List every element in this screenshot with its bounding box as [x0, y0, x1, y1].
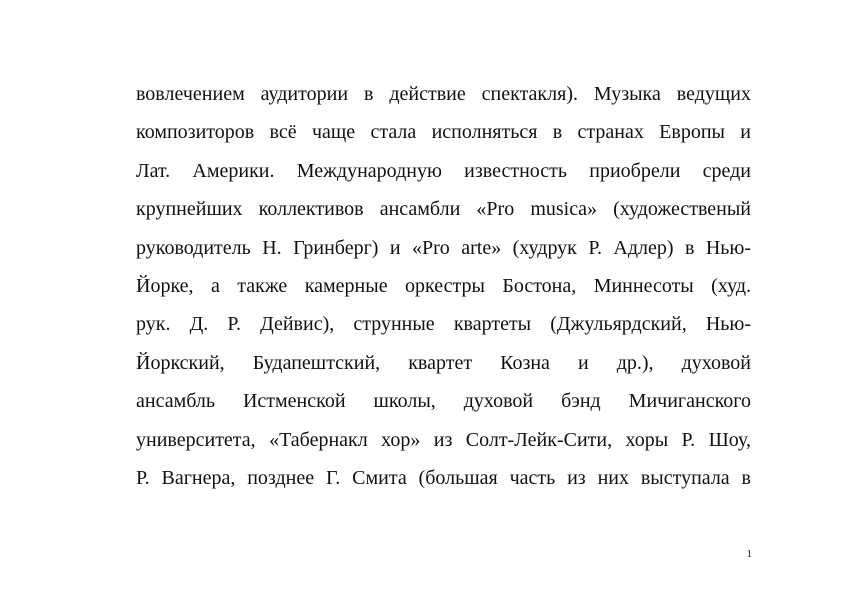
page-number: 1 [746, 548, 752, 560]
text-line: университета, «Табернакл хор» из Солт-Лейк-Сити, хоры Р. Шоу, [136, 428, 751, 451]
text-line: руководитель Н. Гринберг) и «Pro arte» (худрук Р. Адлер) в Нью- [136, 236, 751, 259]
text-line: Р. Вагнера, позднее Г. Смита (большая часть из них выступала в [136, 466, 751, 489]
text-line: вовлечением аудитории в действие спектакля). Музыка ведущих [136, 83, 751, 105]
text-line: крупнейших коллективов ансамбли «Pro musica» (художественый [136, 198, 751, 221]
text-line: композиторов всё чаще стала исполняться в странах Европы и [136, 121, 751, 144]
text-line: Лат. Америки. Международную известность приобрели среди [136, 159, 751, 182]
text-line: рук. Д. Р. Дейвис), струнные квартеты (Джульярдский, Нью- [136, 313, 751, 336]
text-line: Йоркский, Будапештский, квартет Козна и др.), духовой [136, 351, 751, 374]
text-line: Йорке, а также камерные оркестры Бостона, Миннесоты (худ. [136, 274, 751, 297]
text-line: ансамбль Истменской школы, духовой бэнд Мичиганского [136, 390, 751, 413]
body-paragraph [136, 84, 751, 488]
